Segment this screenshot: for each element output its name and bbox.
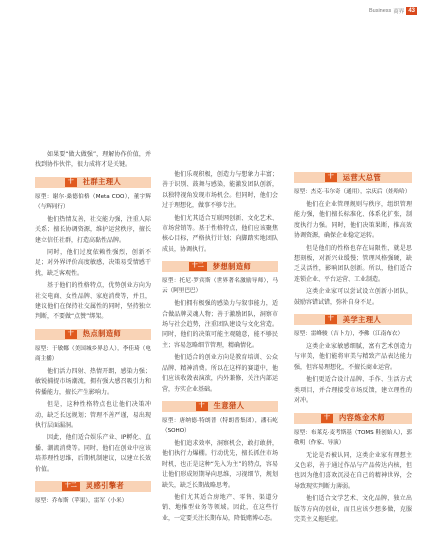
section-title: 社群主理人 xyxy=(82,177,122,187)
section-number: 十 xyxy=(65,178,77,187)
prototype-line: 原型：唐纳德·特朗普（特朗普集团），潘石屹（SOHO） xyxy=(162,417,278,434)
prototype-line: 原型：谢尔·桑德伯格（Meta COO），董宇辉（与辉同行） xyxy=(35,193,151,210)
paragraph: 但是他们的性格也存在局限性，就是思想刻板，对新兴业缓慢；管理风格强硬，缺乏灵活性，影响团队创新。所以，他们适合连锁企业、平台运营、工业制造。 xyxy=(294,244,412,283)
section-heading-box xyxy=(294,413,412,424)
section-number: 十 xyxy=(65,330,77,339)
paragraph: 但是，这种性格特点也让他们决策冲动，缺乏长远规划；管理不善严谨，易出现执行层面漏洞。 xyxy=(35,401,151,429)
paragraph: 这类企业家可以尝试设立创新小团队，鼓励容错试错，弥补自身不足。 xyxy=(294,288,412,306)
paragraph: 他们拥有极强的感染力与叙事能力，适合做品牌灵魂人物；善于激励团队，洞察市场与社会趋势，注重团队建设与文化营造。同时，他们的决策可能主观随意，能不够民主；容易忽略细节管理，精确情化。 xyxy=(162,300,278,349)
section-title: 梦想制造师 xyxy=(212,261,252,271)
section-heading-box xyxy=(294,172,412,183)
paragraph: 他们适合的创业方向是教育培训、公众品牌、精神消费。所以在这样的赛道中，他们应该收敛表演欲，内外兼修，关注内部运营，夯实企业基础。 xyxy=(162,354,278,393)
paragraph: 他们尤其适合房地产、零售、渠道分销、地推型业务等领域。因此，在这些行业，一定要关注长期布局，降低赌博心态。 xyxy=(162,493,278,522)
paragraph: 同时，他们过度依赖性强烈，创新不足；对外界评价高度敏感，决策易受情感干扰，缺乏客观性。 xyxy=(35,249,151,277)
section-number: 十 xyxy=(196,402,208,411)
section-heading-box xyxy=(162,261,278,272)
column-left xyxy=(35,150,151,509)
paragraph: 无论是否被认同，这类企业家有理想主义色彩，善于通过作品与产品传达内核，但也因为他们喜欢沉浸在自己的精神世界，会导致现实判断力薄弱。 xyxy=(294,451,412,490)
section-number: 十二 xyxy=(62,482,80,491)
section-title: 内容炼金术师 xyxy=(338,413,386,422)
section-title: 热点制造师 xyxy=(82,329,122,339)
section-heading-box xyxy=(35,481,151,492)
prototype-line: 原型：布莱克·麦考斯基（TOMS 鞋创始人），郭敬明（作家、导演） xyxy=(294,429,412,446)
paragraph: 他们追求效率，洞察机会，敢打敢拼，他们执行力爆棚。行动优先，擅长抓住市场时机，也正是这种“先入为主”的特点，容易让他们形成短期导向思维，习视细节，规划缺失，缺乏长期战略思考。 xyxy=(162,439,278,489)
paragraph: 因此，他们适合娱乐产业、IP孵化、直播、潮流消费等。同时，他们在创业中应该培养理性思维，后期机制建议，以建立长效价值。 xyxy=(35,434,151,473)
page-header xyxy=(369,6,417,16)
prototype-line: 原型：托尼·罗宾斯（世界著名激励导师），马云（阿里巴巴） xyxy=(162,278,278,295)
column-right xyxy=(294,172,412,527)
paragraph: 他们尤其适合互联网创新、文化艺术、市场营销等。基于性格特点，他们应该聚焦核心目标，严格执行计划；向脚踏实地团队成员，协调执行。 xyxy=(162,214,278,253)
brand-label: Business xyxy=(368,8,392,14)
paragraph: 这类企业家敏感细腻，富有艺术创造力与审美，他们能将审美与精致产品表达能力强，但容易理想化，不擅长商业运营。 xyxy=(294,343,412,371)
paragraph: 基于他们的性格特点，优势创业方向为社交电商、女性品牌、家庭消费等，并且，建议他们在保持社交属性的同时，坚持独立判断，不要做“点赞”绑架。 xyxy=(35,282,151,321)
section-heading-box xyxy=(162,401,278,412)
section-heading-box xyxy=(35,177,151,188)
section-number: 十 xyxy=(325,173,337,182)
prototype-line: 原型：于敏娜（美国城乡界总人），李佳琦（电商主播） xyxy=(35,345,151,362)
section-title: 灵感引擎者 xyxy=(85,481,125,491)
prototype-line: 原型：杰克·韦尔奇（通用），宗庆后（娃哈哈） xyxy=(294,189,411,195)
paragraph: 他们热情友善，社交能力强，注重人际关系；擅长协调资源，维护运营秩序，擅长建立信任社群，打造高黏性品牌。 xyxy=(35,215,151,244)
paragraph: 他们乐观积极，创造力与想象力丰富；善于识别、鼓舞与感染，能激发团队创新，以独特视角发现市场机会。但同时，他们会过于理想化，做事不够专注。 xyxy=(162,171,278,210)
paragraph: 他们在企业管理规则与秩序，组织管理能力强，他们擅长标准化、体系化扩张，制度执行力强。同时，他们决策果断，推高效协调资源，确保企业稳定运转。 xyxy=(294,201,412,240)
section-number: 十 xyxy=(321,414,333,423)
paragraph: 如果要“做大做强”，理解协作价值，并找到协作伙伴，很力成将才是关键。 xyxy=(35,151,151,169)
section-title: 美学主理人 xyxy=(342,314,382,324)
page-number: 43 xyxy=(408,8,415,14)
section-heading-box xyxy=(35,329,151,340)
section-label: 商界 xyxy=(393,9,405,15)
prototype-line: 原型：乔布斯（苹果），雷军（小米） xyxy=(35,497,128,504)
section-number: 十二 xyxy=(189,262,207,271)
paragraph: 他们更适合设计品牌、手作、生活方式类项目，并合理接受市场反馈，建立理性的对冲。 xyxy=(294,376,412,405)
prototype-line: 原型：雷峰骏（吉卜力），李佛（江南布衣） xyxy=(294,331,404,338)
column-middle xyxy=(162,170,278,526)
paragraph: 他们适合文学艺术、文化品牌，独立出版等方向的创业，而且应该少想多做，克服完美主义拖延症。 xyxy=(294,495,412,523)
section-heading-box xyxy=(294,314,412,325)
section-title: 运营大总管 xyxy=(342,172,382,182)
section-title: 生意猎人 xyxy=(213,401,245,411)
section-number: 十 xyxy=(325,315,337,324)
paragraph: 他们活力四射、热情开朗，感染力强；敏锐捕捉市场潮流，拥有强大感召吸引力和传播能力，擅长产生影响力。 xyxy=(35,367,151,396)
